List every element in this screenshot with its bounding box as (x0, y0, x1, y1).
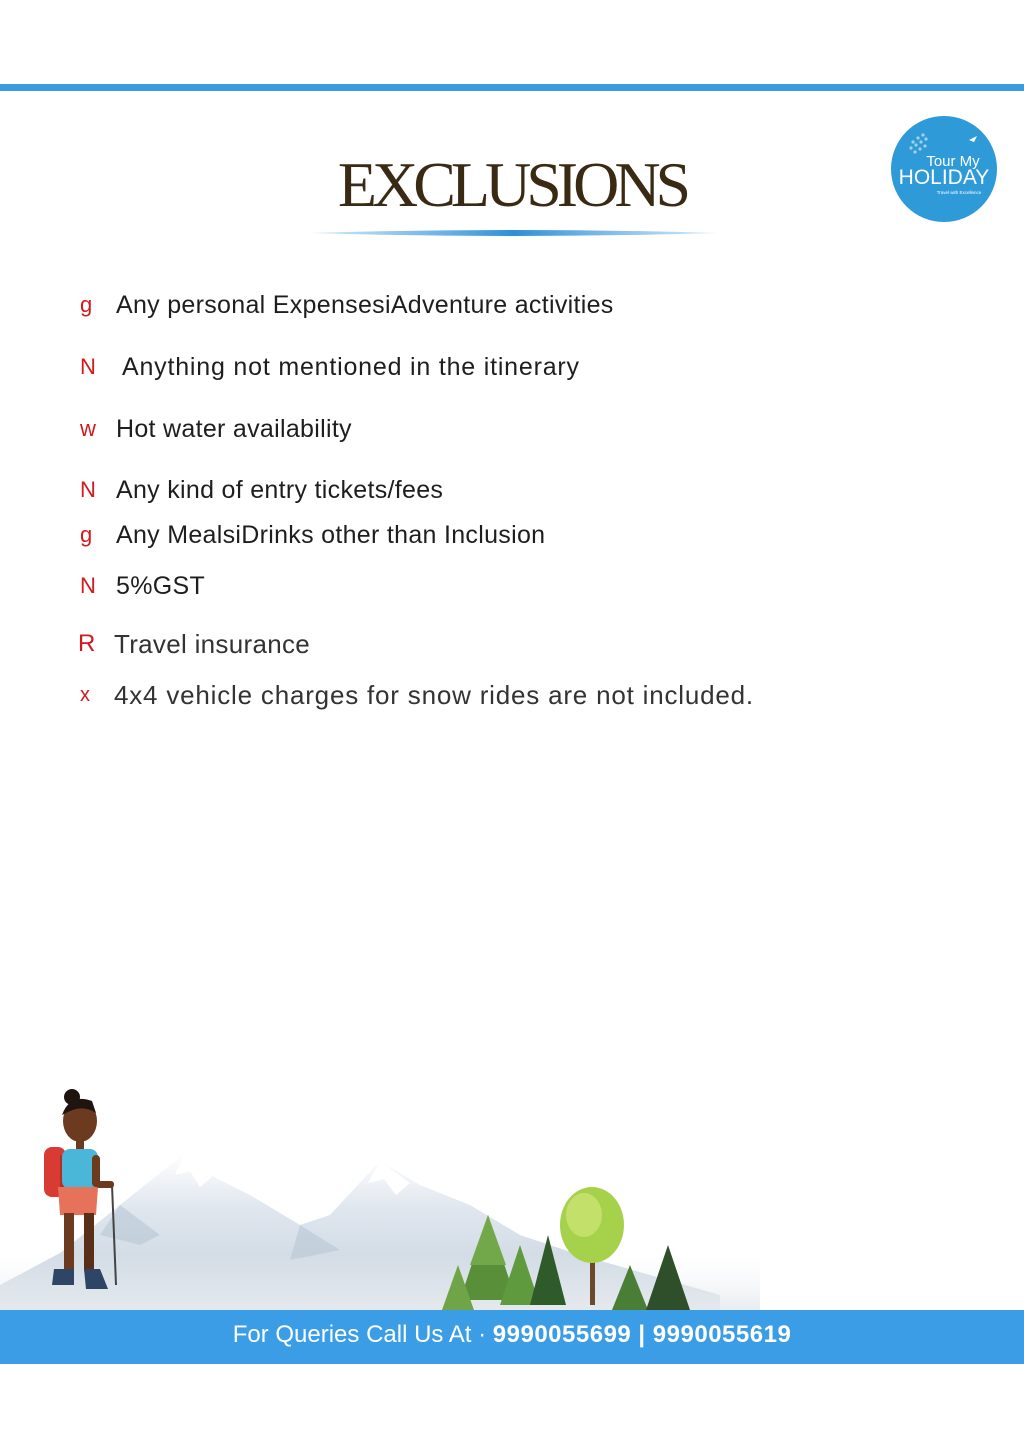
list-item-text: Hot water availability (116, 414, 352, 443)
list-item (78, 627, 310, 661)
title-underline (310, 229, 718, 237)
top-rule (0, 84, 1024, 91)
list-bullet: g (80, 522, 93, 547)
list-item-text: Any kind of entry tickets/fees (116, 475, 444, 504)
list-item (80, 518, 545, 552)
list-item (80, 288, 614, 322)
list-item-text: 4x4 vehicle charges for snow rides are not included. (114, 679, 754, 710)
page-title: EXCLUSIONS (337, 149, 687, 220)
trekking-illustration (0, 1085, 1024, 1315)
tour-my-holiday-logo (891, 116, 997, 222)
list-bullet: w (80, 416, 96, 441)
list-item (80, 350, 580, 384)
svg-text:Travel with Excellence: Travel with Excellence (936, 190, 982, 195)
list-item-text: 5%GST (116, 571, 206, 600)
list-item-text: Any MealsiDrinks other than Inclusion (116, 520, 546, 549)
list-item (80, 473, 443, 507)
footer-contact (0, 1318, 1024, 1352)
footer-label: For Queries Call Us At · (232, 1321, 487, 1348)
list-item-text: Travel insurance (114, 628, 311, 659)
list-bullet: N (80, 477, 96, 502)
list-bullet: N (80, 573, 96, 598)
list-bullet: R (78, 630, 96, 657)
list-bullet: N (80, 354, 96, 379)
list-item-text: Anything not mentioned in the itinerary (122, 352, 580, 381)
list-item (80, 678, 754, 712)
footer-phone-numbers[interactable]: 9990055699 | 9990055619 (492, 1321, 792, 1348)
svg-text:Tour My: Tour My (926, 153, 980, 170)
list-item (80, 569, 205, 603)
svg-text:HOLIDAY: HOLIDAY (898, 166, 990, 189)
list-item-text: Any personal ExpensesiAdventure activities (116, 290, 614, 319)
list-bullet: g (80, 292, 93, 317)
list-bullet: x (80, 683, 90, 706)
list-item (80, 412, 352, 446)
